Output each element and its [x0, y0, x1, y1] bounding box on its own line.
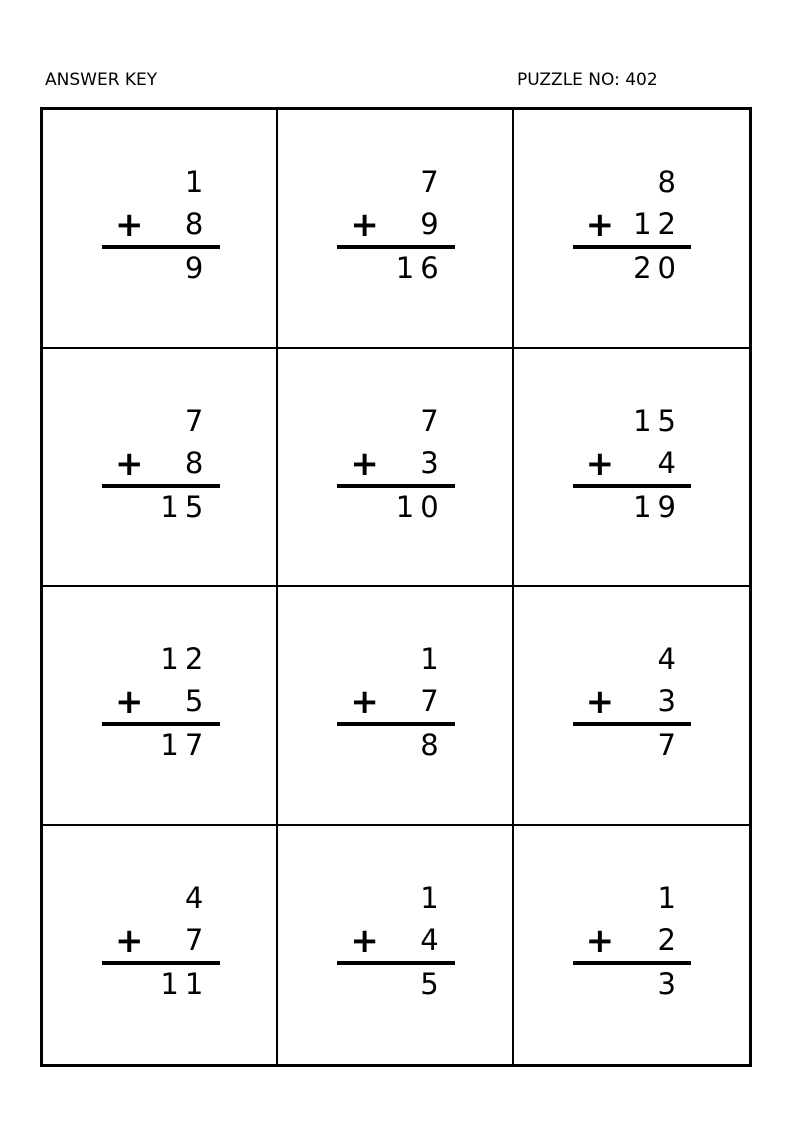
sum-answer: 20	[633, 251, 682, 285]
addend-bottom: 7	[420, 684, 445, 718]
puzzle-cell	[43, 826, 278, 1065]
addend-bottom: 7	[184, 922, 210, 957]
sum-answer: 16	[395, 251, 445, 285]
puzzle-cell	[514, 587, 749, 826]
sum-line	[337, 961, 455, 965]
addend-bottom: 12	[633, 207, 682, 241]
addend-bottom: 4	[657, 445, 682, 480]
plus-sign: +	[350, 682, 379, 722]
sum-answer: 19	[633, 489, 682, 524]
addend-bottom: 5	[184, 684, 210, 718]
puzzle-cell	[43, 110, 278, 349]
sum-line	[102, 961, 220, 965]
sum-line	[573, 722, 691, 726]
plus-sign: +	[115, 682, 144, 722]
sum-answer: 8	[420, 728, 445, 762]
addend-top: 1	[420, 642, 445, 676]
addend-top: 8	[657, 165, 682, 199]
sum-answer: 7	[657, 728, 682, 762]
sum-line	[573, 961, 691, 965]
sum-line	[102, 722, 220, 726]
addend-top: 1	[184, 165, 210, 199]
plus-sign: +	[585, 205, 615, 245]
sum-line	[337, 245, 455, 249]
addend-bottom: 3	[420, 445, 445, 480]
plus-sign: +	[115, 205, 144, 245]
sum-line	[102, 245, 220, 249]
addend-bottom: 2	[657, 922, 682, 957]
puzzle-cell	[514, 349, 749, 588]
addend-top: 12	[160, 642, 210, 676]
plus-sign: +	[585, 920, 615, 961]
addend-top: 1	[420, 880, 445, 915]
plus-sign: +	[585, 443, 615, 484]
addend-top: 7	[420, 403, 445, 438]
sum-line	[102, 484, 220, 488]
puzzle-cell	[278, 826, 513, 1065]
puzzle-cell	[43, 349, 278, 588]
puzzle-cell	[514, 110, 749, 349]
addend-top: 7	[184, 403, 210, 438]
sum-answer: 11	[160, 966, 210, 1001]
addend-top: 7	[420, 165, 445, 199]
answer-key-label: ANSWER KEY	[45, 70, 158, 90]
addend-bottom: 4	[420, 922, 445, 957]
sum-line	[573, 245, 691, 249]
plus-sign: +	[115, 920, 144, 961]
sum-line	[573, 484, 691, 488]
sum-line	[337, 722, 455, 726]
puzzle-cell	[278, 349, 513, 588]
sum-line	[337, 484, 455, 488]
puzzle-cell	[278, 587, 513, 826]
puzzle-cell	[514, 826, 749, 1065]
puzzle-cell	[43, 587, 278, 826]
sum-answer: 17	[160, 728, 210, 762]
addend-top: 4	[657, 642, 682, 676]
plus-sign: +	[350, 443, 379, 484]
addend-bottom: 8	[184, 207, 210, 241]
addend-bottom: 9	[420, 207, 445, 241]
plus-sign: +	[585, 682, 615, 722]
addend-top: 1	[657, 880, 682, 915]
plus-sign: +	[350, 920, 379, 961]
plus-sign: +	[350, 205, 379, 245]
addend-bottom: 8	[184, 445, 210, 480]
addend-top: 15	[633, 403, 682, 438]
sum-answer: 10	[395, 489, 445, 524]
sum-answer: 3	[657, 966, 682, 1001]
addend-bottom: 3	[657, 684, 682, 718]
puzzle-number: PUZZLE NO: 402	[517, 70, 658, 90]
sum-answer: 15	[160, 489, 210, 524]
addend-top: 4	[184, 880, 210, 915]
puzzle-cell	[278, 110, 513, 349]
sum-answer: 9	[184, 251, 210, 285]
plus-sign: +	[115, 443, 144, 484]
sum-answer: 5	[420, 966, 445, 1001]
puzzle-grid	[40, 107, 752, 1067]
